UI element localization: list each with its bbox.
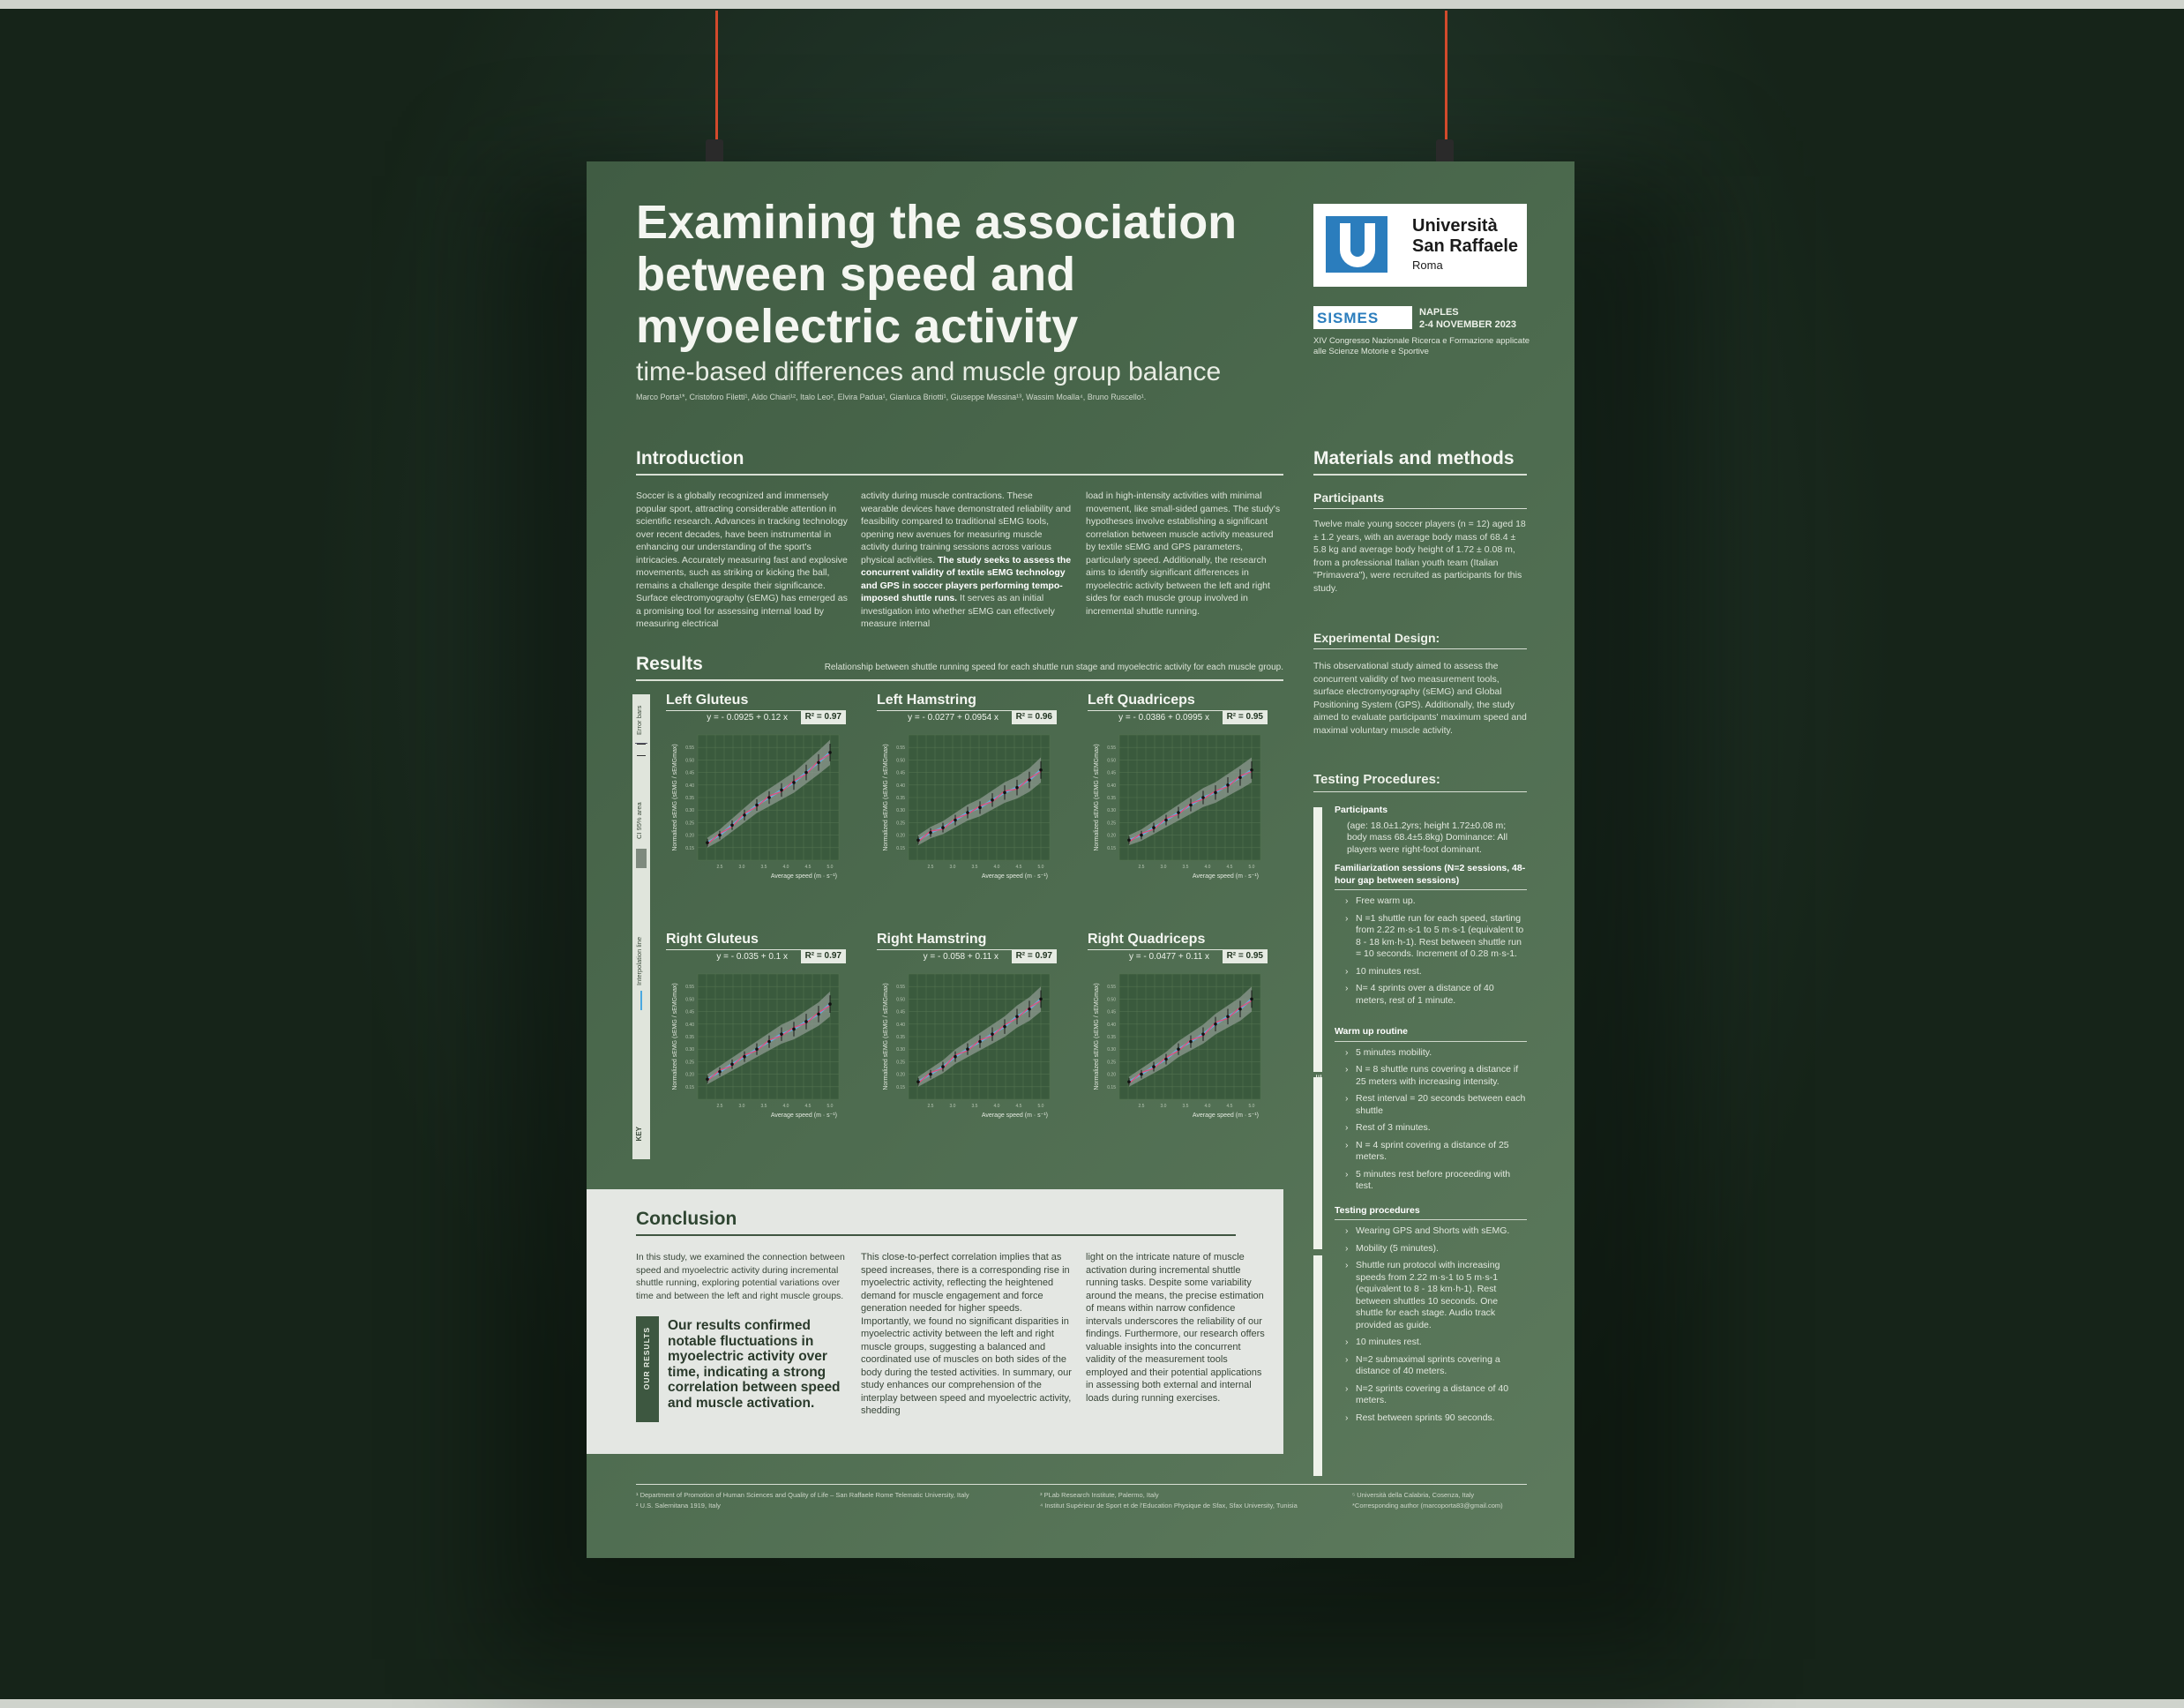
- data-point: [1152, 826, 1156, 829]
- chart-right-quadriceps: [1088, 932, 1268, 1119]
- x-tick-label: 4.0: [1204, 865, 1211, 870]
- data-point: [1250, 768, 1253, 772]
- x-tick-label: 3.5: [1182, 1104, 1189, 1109]
- procedure-step: › 5 minutes mobility.: [1345, 1046, 1432, 1058]
- procedure-step: › Mobility (5 minutes).: [1345, 1242, 1439, 1254]
- data-point: [929, 1073, 932, 1076]
- y-tick-label: 0.25: [685, 1060, 694, 1066]
- intro-study-aim: The study seeks to assess the concurrent validity of textile sEMG technology and GPS in soccer players performing tempo-imposed shuttle runs.: [861, 554, 1072, 603]
- y-tick-label: 0.45: [896, 770, 905, 776]
- university-logo: [1313, 204, 1527, 287]
- bullet-arrow-icon: ›: [1345, 912, 1349, 924]
- key-error-bars: Error bars: [635, 700, 647, 744]
- y-tick-label: 0.25: [1107, 820, 1116, 827]
- x-tick-label: 5.0: [1248, 1104, 1255, 1109]
- introduction-rule: [636, 474, 1283, 476]
- bullet-arrow-icon: ›: [1345, 895, 1349, 906]
- conclusion-highlight: Our results confirmed notable fluctuations in myoelectric activity over time, indicating a strong correlation between speed and muscle activation.: [668, 1318, 841, 1411]
- data-point: [1039, 998, 1043, 1001]
- x-axis-label: Average speed (m · s⁻¹): [770, 1112, 837, 1119]
- y-tick-label: 0.35: [685, 1035, 694, 1040]
- participants-rule: [1313, 508, 1527, 509]
- data-point: [1201, 1032, 1205, 1036]
- y-tick-label: 0.25: [685, 820, 694, 827]
- r-squared-badge: R² = 0.95: [1223, 711, 1268, 724]
- x-tick-label: 3.5: [1182, 865, 1189, 870]
- data-point: [1152, 1065, 1156, 1068]
- y-tick-label: 0.40: [1107, 1022, 1116, 1028]
- data-point: [1226, 783, 1230, 787]
- procedure-step: › Wearing GPS and Shorts with sEMG.: [1345, 1225, 1510, 1236]
- data-point: [792, 781, 796, 784]
- y-tick-label: 0.40: [896, 1022, 905, 1028]
- conclusion-col-1: In this study, we examined the connection between speed and myoelectric activity during incremental shuttle running, exploring potential variations over time and between the left and right muscle groups.: [636, 1252, 845, 1301]
- x-tick-label: 4.5: [1226, 1104, 1233, 1109]
- data-point: [991, 1032, 994, 1036]
- bullet-arrow-icon: ›: [1345, 1168, 1349, 1180]
- x-tick-label: 4.0: [993, 1104, 1000, 1109]
- data-point: [730, 823, 734, 827]
- intro-col-1: Soccer is a globally recognized and immensely popular sport, attracting considerable attention in scientific research. Advances in tracking technology over recent decades, have been instrumental in enhancing our understanding of the sport's intricacies. Accurately measuring fast and explosive movements, such as striking or kicking the ball, remains a challenge despite their significance. Surface electromyography (sEMG) has emerged as a promising tool for assessing internal load by measuring electrical: [636, 491, 848, 629]
- phase-bar-testing: [1313, 1255, 1322, 1476]
- data-point: [1238, 775, 1242, 779]
- conclusion-col-3: light on the intricate nature of muscle activation during incremental shuttle running tasks. Despite some variability around the means, the precise estimation of means within narrow confidence intervals underscores the reliability of our findings. Furthermore, our research offers valuable insights into the concurrent validity of the measurement tools employed and their potential applications in assessing both external and internal loads during running exercises.: [1086, 1252, 1265, 1404]
- y-axis-label: Normalized sEMG (sEMG / sEMGmax): [1094, 744, 1100, 851]
- testing-steps: Participants (age: 18.0±1.2yrs; height 1.72±0.08 m; body mass 68.4±5.8kg) Dominance: All players were right-foot dominant. Familiarization sessions (N=2 sessions, 48-hour gap between sessions) › Free warm up. › N =1 shuttle run for each speed, starting from 2.22 m·s-1 to 5 m·s-1 (equivalent to 8 - 18 km·h-1). Rest between shuttle run = 10 seconds. Increment of 0.28 m·s-1. › 10 minutes rest. › N= 4 sprints over a distance of 40 meters, rest of 1 minute. Warm up routine › 5 minutes mobility. › N = 8 shuttle runs covering a distance if 25 meters with increasing intensity. › Rest interval = 20 seconds between each shuttle › Rest of 3 minutes. › N = 4 sprint covering a distance of 25 meters. › 5 minutes rest before proceeding with test. Testing procedures › Wearing GPS and Shorts with sEMG. › Mobility (5 minutes). › Shuttle run protocol with increasing speeds from 2.22 m·s-1 to 5 m·s-1 (equivalent to 8 - 18 km·h-1). Rest between shuttles 10 seconds. One shuttle for each stage. Audio track provided as guide. › 10 minutes rest. › N=2 submaximal sprints covering a distance of 40 meters. › N=2 sprints covering a distance of 40 meters. › Rest between sprints 90 seconds.: [1335, 805, 1526, 1423]
- x-tick-label: 4.5: [804, 1104, 812, 1109]
- y-tick-label: 0.35: [1107, 1035, 1116, 1040]
- chart-right-gluteus: [666, 932, 846, 1119]
- data-point: [1164, 1058, 1168, 1061]
- bullet-arrow-icon: ›: [1345, 1064, 1349, 1075]
- y-tick-label: 0.15: [1107, 1084, 1116, 1090]
- x-axis-label: Average speed (m · s⁻¹): [1192, 873, 1259, 880]
- data-point: [804, 771, 808, 775]
- chart-title: Right Hamstring: [877, 932, 987, 947]
- y-tick-label: 0.55: [685, 985, 694, 991]
- poster-subtitle: time-based differences and muscle group balance: [636, 357, 1222, 386]
- y-tick-label: 0.55: [1107, 985, 1116, 991]
- chart-left-gluteus: [666, 693, 846, 880]
- y-tick-label: 0.35: [1107, 796, 1116, 801]
- data-point: [755, 1047, 759, 1051]
- y-tick-label: 0.50: [1107, 997, 1116, 1003]
- x-tick-label: 5.0: [1037, 1104, 1044, 1109]
- chart-title: Left Gluteus: [666, 693, 749, 708]
- intro-col-3: load in high-intensity activities with minimal movement, like small-sided games. The study's hypotheses involve establishing a significant correlation between muscle activity measured by textile sEMG and GPS parameters, particularly speed. Additionally, the research aims to identify significant differences in myoelectric activity between the left and right sides for each muscle group involved in incremental shuttle running.: [1086, 491, 1281, 617]
- data-point: [954, 1055, 957, 1059]
- y-axis-label: Normalized sEMG (sEMG / sEMGmax): [883, 983, 889, 1090]
- x-tick-label: 5.0: [826, 1104, 834, 1109]
- r-squared-badge: R² = 0.95: [1223, 950, 1268, 963]
- y-tick-label: 0.20: [1107, 1072, 1116, 1078]
- y-tick-label: 0.50: [896, 758, 905, 764]
- bullet-arrow-icon: ›: [1345, 965, 1349, 977]
- y-axis-label: Normalized sEMG (sEMG / sEMGmax): [883, 744, 889, 851]
- x-tick-label: 3.0: [738, 865, 745, 870]
- methods-rule: [1313, 474, 1527, 476]
- testing-list: [1335, 1225, 1527, 1424]
- sismes-logo: SISMES: [1313, 306, 1412, 329]
- y-tick-label: 0.45: [1107, 1009, 1116, 1015]
- data-point: [706, 841, 709, 844]
- data-point: [1189, 804, 1193, 807]
- x-tick-label: 3.0: [738, 1104, 745, 1109]
- procedure-step: › 10 minutes rest.: [1345, 1337, 1422, 1347]
- poster-title: Examining the association between speed and myoelectric activity: [636, 196, 1238, 353]
- bullet-arrow-icon: ›: [1345, 1260, 1349, 1270]
- x-tick-label: 3.5: [971, 1104, 978, 1109]
- x-tick-label: 5.0: [1037, 865, 1044, 870]
- data-point: [1140, 834, 1143, 837]
- x-tick-label: 3.5: [971, 865, 978, 870]
- chart-title: Left Hamstring: [877, 693, 976, 708]
- y-tick-label: 0.25: [896, 820, 905, 827]
- data-point: [978, 806, 982, 810]
- data-point: [780, 1032, 783, 1036]
- results-rule: [636, 679, 1283, 681]
- y-tick-label: 0.40: [685, 783, 694, 789]
- y-tick-label: 0.50: [896, 997, 905, 1003]
- y-tick-label: 0.30: [685, 1047, 694, 1053]
- data-point: [916, 838, 920, 842]
- y-tick-label: 0.30: [896, 808, 905, 814]
- data-point: [966, 811, 969, 814]
- data-point: [780, 789, 783, 792]
- conclusion-heading: Conclusion: [636, 1209, 737, 1229]
- bullet-arrow-icon: ›: [1345, 1242, 1349, 1254]
- y-tick-label: 0.15: [685, 1084, 694, 1090]
- data-point: [817, 760, 820, 764]
- author-list: Marco Porta¹*, Cristoforo Filetti¹, Aldo Chiari¹², Italo Leo², Elvira Padua¹, Gianluca Briotti¹, Giuseppe Messina¹³, Wassim Moalla⁴, Bruno Ruscello¹.: [636, 393, 1147, 401]
- footer-rule: [636, 1484, 1527, 1485]
- x-tick-label: 2.5: [716, 1104, 723, 1109]
- y-tick-label: 0.30: [685, 808, 694, 814]
- x-tick-label: 4.0: [782, 1104, 789, 1109]
- chart-plot: [666, 728, 846, 880]
- x-axis-label: Average speed (m · s⁻¹): [770, 873, 837, 880]
- procedure-step: › N= 4 sprints over a distance of 40 meters, rest of 1 minute.: [1345, 983, 1494, 1006]
- y-tick-label: 0.20: [896, 833, 905, 839]
- y-tick-label: 0.50: [685, 997, 694, 1003]
- data-point: [767, 796, 771, 799]
- data-point: [755, 804, 759, 807]
- data-point: [1189, 1040, 1193, 1044]
- x-tick-label: 4.0: [1204, 1104, 1211, 1109]
- data-point: [978, 1040, 982, 1044]
- methods-heading: Materials and methods: [1313, 448, 1515, 468]
- conclusion-panel: [587, 1189, 1283, 1454]
- testing-procedures-heading: Testing Procedures:: [1313, 772, 1440, 787]
- procedure-step: › N = 4 sprint covering a distance of 25 meters.: [1345, 1139, 1509, 1162]
- procedure-step: › 10 minutes rest.: [1345, 965, 1422, 977]
- data-point: [1214, 791, 1217, 795]
- y-tick-label: 0.55: [685, 745, 694, 752]
- procedure-step: › N =1 shuttle run for each speed, starting from 2.22 m·s-1 to 5 m·s-1 (equivalent to 8 - 18 km·h-1). Rest between shuttle run = 10 seconds. Increment of 0.28 m·s-1.: [1345, 912, 1524, 959]
- data-point: [718, 834, 722, 837]
- bullet-arrow-icon: ›: [1345, 1225, 1349, 1236]
- chart-plot: [877, 967, 1057, 1119]
- footnote-2: ³ PLab Research Institute, Palermo, Italy ⁴ Institut Supérieur de Sport et de l'Education Physique de Sfax, Sfax University, Tunisia: [1040, 1491, 1298, 1509]
- chart-title: Left Quadriceps: [1088, 693, 1195, 708]
- y-tick-label: 0.40: [685, 1022, 694, 1028]
- data-point: [1127, 1080, 1131, 1083]
- y-tick-label: 0.20: [896, 1072, 905, 1078]
- data-point: [706, 1077, 709, 1081]
- x-tick-label: 3.0: [949, 865, 956, 870]
- procedure-step: › Rest interval = 20 seconds between each shuttle: [1345, 1093, 1526, 1116]
- bullet-arrow-icon: ›: [1345, 1412, 1349, 1423]
- data-point: [1003, 791, 1006, 795]
- error-bar-icon: [637, 744, 646, 756]
- y-tick-label: 0.55: [896, 985, 905, 991]
- y-tick-label: 0.45: [1107, 770, 1116, 776]
- participants-heading: Participants: [1313, 491, 1385, 505]
- data-point: [1164, 819, 1168, 822]
- y-tick-label: 0.45: [685, 770, 694, 776]
- chart-plot: [666, 967, 846, 1119]
- our-results-tag: OUR RESULTS: [636, 1316, 659, 1422]
- hanging-cord-right: [1445, 11, 1447, 159]
- y-axis-label: Normalized sEMG (sEMG / sEMGmax): [672, 744, 678, 851]
- x-tick-label: 3.0: [1160, 865, 1167, 870]
- chart-right-hamstring: [877, 932, 1057, 1119]
- y-axis-label: Normalized sEMG (sEMG / sEMGmax): [672, 983, 678, 1090]
- design-text: This observational study aimed to assess the concurrent validity of two measurement tools, surface electromyography (sEMG) and Global Positioning System (GPS). Additionally, the study aimed to evaluate participants' maximum speed and maximal voluntary muscle activity.: [1313, 661, 1527, 736]
- data-point: [743, 1055, 746, 1059]
- y-tick-label: 0.20: [1107, 833, 1116, 839]
- bullet-arrow-icon: ›: [1345, 1046, 1349, 1058]
- y-tick-label: 0.40: [1107, 783, 1116, 789]
- x-tick-label: 3.0: [949, 1104, 956, 1109]
- data-point: [1177, 1047, 1180, 1051]
- y-tick-label: 0.20: [685, 833, 694, 839]
- procedure-step: › Rest between sprints 90 seconds.: [1345, 1412, 1495, 1423]
- x-tick-label: 3.5: [760, 1104, 767, 1109]
- data-point: [941, 1065, 945, 1068]
- x-axis-label: Average speed (m · s⁻¹): [981, 1112, 1048, 1119]
- data-point: [743, 813, 746, 817]
- x-tick-label: 4.0: [782, 865, 789, 870]
- results-caption: Relationship between shuttle running speed for each shuttle run stage and myoelectric activity for each muscle group.: [824, 663, 1283, 672]
- data-point: [767, 1040, 771, 1044]
- chart-left-hamstring: [877, 693, 1057, 880]
- phase-label-one-week: ONE WEEK BEFORE: [1315, 1008, 1323, 1092]
- x-tick-label: 5.0: [1248, 865, 1255, 870]
- data-point: [1015, 1015, 1019, 1018]
- y-tick-label: 0.40: [896, 783, 905, 789]
- participants-text: Twelve male young soccer players (n = 12) aged 18 ± 1.2 years, with an average body mass of 68.4 ± 5.8 kg and average body height of 1.72 ± 0.08 m, from a professional Italian youth team (Italian "Primavera"), were recruited as participants for this study.: [1313, 519, 1526, 594]
- y-tick-label: 0.50: [685, 758, 694, 764]
- x-axis-label: Average speed (m · s⁻¹): [1192, 1112, 1259, 1119]
- x-tick-label: 3.0: [1160, 1104, 1167, 1109]
- y-tick-label: 0.15: [1107, 845, 1116, 851]
- hanging-cord-left: [715, 11, 718, 159]
- x-tick-label: 2.5: [1138, 865, 1145, 870]
- design-heading: Experimental Design:: [1313, 631, 1440, 645]
- x-tick-label: 2.5: [927, 865, 934, 870]
- intro-col-2: activity during muscle contractions. These wearable devices have demonstrated reliability and feasibility compared to traditional sEMG tools, opening new avenues for measuring muscle activity during training sessions across various physical activities. The study seeks to assess the concurrent validity of textile sEMG technology and GPS in soccer players performing tempo-imposed shuttle runs. It serves as an initial investigation into whether sEMG can effectively measure internal: [861, 491, 1072, 629]
- chart-key: Error bars CI 95% area Interpolation line KEY: [632, 694, 650, 1159]
- conference-info: NAPLES 2-4 NOVEMBER 2023: [1419, 307, 1517, 330]
- data-point: [1028, 1008, 1031, 1011]
- x-tick-label: 4.5: [1015, 865, 1022, 870]
- data-point: [792, 1028, 796, 1031]
- data-point: [1214, 1023, 1217, 1026]
- ci-area-swatch: [636, 849, 647, 868]
- bullet-arrow-icon: ›: [1345, 1093, 1349, 1104]
- data-point: [804, 1020, 808, 1023]
- procedure-step: › N=2 sprints covering a distance of 40 meters.: [1345, 1382, 1509, 1405]
- bullet-arrow-icon: ›: [1345, 1382, 1349, 1394]
- x-tick-label: 2.5: [1138, 1104, 1145, 1109]
- y-tick-label: 0.15: [685, 845, 694, 851]
- data-point: [828, 751, 832, 754]
- introduction-heading: Introduction: [636, 448, 744, 468]
- data-point: [718, 1070, 722, 1074]
- conference-description: XIV Congresso Nazionale Ricerca e Formazione applicate alle Scienze Motorie e Sportive: [1313, 336, 1530, 356]
- y-tick-label: 0.35: [896, 1035, 905, 1040]
- y-tick-label: 0.30: [1107, 1047, 1116, 1053]
- x-tick-label: 4.5: [1226, 865, 1233, 870]
- y-tick-label: 0.30: [896, 1047, 905, 1053]
- y-tick-label: 0.35: [896, 796, 905, 801]
- y-tick-label: 0.25: [896, 1060, 905, 1066]
- bullet-arrow-icon: ›: [1345, 1139, 1349, 1150]
- x-tick-label: 3.5: [760, 865, 767, 870]
- procedure-step: › N = 8 shuttle runs covering a distance if 25 meters with increasing intensity.: [1345, 1064, 1519, 1087]
- bullet-arrow-icon: ›: [1345, 1122, 1349, 1133]
- data-point: [1201, 796, 1205, 799]
- x-tick-label: 2.5: [716, 865, 723, 870]
- data-point: [929, 831, 932, 835]
- y-tick-label: 0.25: [1107, 1060, 1116, 1066]
- y-tick-label: 0.15: [896, 845, 905, 851]
- regression-equation: y = - 0.0925 + 0.12 x: [666, 710, 846, 725]
- y-tick-label: 0.50: [1107, 758, 1116, 764]
- procedure-step: › N=2 submaximal sprints covering a distance of 40 meters.: [1345, 1353, 1500, 1376]
- phase-label-warm-up: WARM UP: [1315, 1185, 1323, 1225]
- data-point: [966, 1047, 969, 1051]
- data-point: [916, 1080, 920, 1083]
- data-point: [1003, 1025, 1006, 1029]
- data-point: [730, 1062, 734, 1066]
- r-squared-badge: R² = 0.96: [1012, 711, 1057, 724]
- data-point: [828, 1002, 832, 1006]
- r-squared-badge: R² = 0.97: [801, 950, 846, 963]
- data-point: [1177, 811, 1180, 814]
- procedure-step: › 5 minutes rest before proceeding with test.: [1345, 1168, 1511, 1191]
- conclusion-rule: [636, 1234, 1236, 1236]
- procedure-step: › Rest of 3 minutes.: [1345, 1122, 1431, 1133]
- bullet-arrow-icon: ›: [1345, 1353, 1349, 1365]
- chart-plot: [1088, 728, 1268, 880]
- x-tick-label: 5.0: [826, 865, 834, 870]
- university-city: Roma: [1412, 258, 1443, 272]
- data-point: [1039, 768, 1043, 772]
- data-point: [1028, 778, 1031, 782]
- regression-equation: y = - 0.035 + 0.1 x: [666, 949, 846, 964]
- chart-plot: [877, 728, 1057, 880]
- university-name: Università San Raffaele: [1412, 216, 1519, 256]
- y-axis-label: Normalized sEMG (sEMG / sEMGmax): [1094, 983, 1100, 1090]
- x-axis-label: Average speed (m · s⁻¹): [981, 873, 1048, 880]
- footnote-3: ⁵ Università della Calabria, Cosenza, Italy *Corresponding author (marcoporta83@gmail.com): [1352, 1491, 1503, 1509]
- r-squared-badge: R² = 0.97: [1012, 950, 1057, 963]
- testing-procedures-rule: [1313, 791, 1527, 792]
- data-point: [991, 798, 994, 802]
- y-tick-label: 0.15: [896, 1084, 905, 1090]
- y-tick-label: 0.55: [1107, 745, 1116, 752]
- y-tick-label: 0.55: [896, 745, 905, 752]
- bullet-arrow-icon: ›: [1345, 1337, 1349, 1347]
- chart-plot: [1088, 967, 1268, 1119]
- data-point: [954, 819, 957, 822]
- regression-equation: y = - 0.058 + 0.11 x: [877, 949, 1057, 964]
- bullet-arrow-icon: ›: [1345, 983, 1349, 993]
- x-tick-label: 4.5: [804, 865, 812, 870]
- x-tick-label: 4.0: [993, 865, 1000, 870]
- data-point: [1226, 1015, 1230, 1018]
- r-squared-badge: R² = 0.97: [801, 711, 846, 724]
- regression-equation: y = - 0.0277 + 0.0954 x: [877, 710, 1057, 725]
- warm-up-list: [1335, 1047, 1527, 1193]
- procedure-step: › Shuttle run protocol with increasing speeds from 2.22 m·s-1 to 5 m·s-1 (equivalent to 8 - 18 km·h-1). Rest between shuttles 10 seconds. One shuttle for each stage. Audio track provided as guide.: [1345, 1260, 1500, 1330]
- procedure-step: › Free warm up.: [1345, 895, 1416, 906]
- poster: [587, 161, 1574, 1558]
- data-point: [817, 1013, 820, 1016]
- data-point: [1238, 1008, 1242, 1011]
- familiarization-list: [1335, 895, 1527, 1007]
- university-shield-icon: [1313, 204, 1402, 287]
- data-point: [1015, 786, 1019, 790]
- phase-label-testing: TESTING: [1315, 1377, 1323, 1414]
- conclusion-col-2: This close-to-perfect correlation implies that as speed increases, there is a corresponding rise in myoelectric activity, reflecting the heightened demand for muscle engagement and force generation needed for higher speeds. Importantly, we found no significant disparities in myoelectric activity between the left and right muscle groups, suggesting a balanced and coordinated use of muscles on both sides of the body during the tested activities. In summary, our study enhances our comprehension of the interplay between speed and myoelectric activity, shedding: [861, 1252, 1072, 1416]
- x-tick-label: 2.5: [927, 1104, 934, 1109]
- chart-title: Right Gluteus: [666, 932, 759, 947]
- footnote-1: ¹ Department of Promotion of Human Sciences and Quality of Life – San Raffaele Rome Telematic University, Italy ² U.S. Salernitana 1919, Italy: [636, 1491, 969, 1509]
- chart-left-quadriceps: [1088, 693, 1268, 880]
- chart-title: Right Quadriceps: [1088, 932, 1206, 947]
- y-tick-label: 0.45: [685, 1009, 694, 1015]
- data-point: [1140, 1073, 1143, 1076]
- x-tick-label: 4.5: [1015, 1104, 1022, 1109]
- regression-equation: y = - 0.0477 + 0.11 x: [1088, 949, 1268, 964]
- data-point: [1250, 998, 1253, 1001]
- data-point: [1127, 838, 1131, 842]
- results-heading: Results: [636, 654, 703, 674]
- y-tick-label: 0.20: [685, 1072, 694, 1078]
- data-point: [941, 826, 945, 829]
- y-tick-label: 0.30: [1107, 808, 1116, 814]
- design-rule: [1313, 648, 1527, 649]
- regression-equation: y = - 0.0386 + 0.0995 x: [1088, 710, 1268, 725]
- y-tick-label: 0.35: [685, 796, 694, 801]
- interpolation-line-swatch: [640, 991, 642, 1010]
- y-tick-label: 0.45: [896, 1009, 905, 1015]
